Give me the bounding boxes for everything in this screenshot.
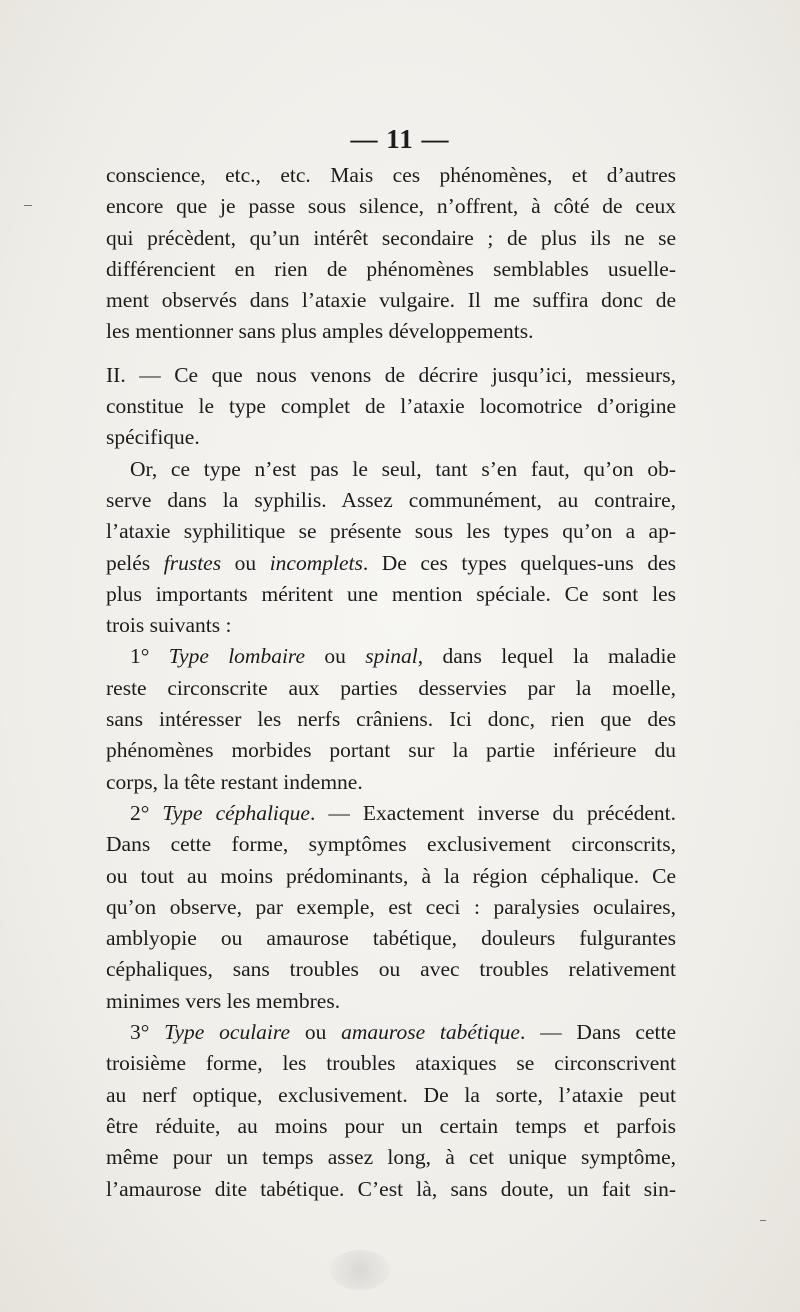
text-line: différencient en rien de phénomènes semblables usuelle-	[106, 256, 676, 281]
text-line: constitue le type complet de l’ataxie locomotrice d’origine	[106, 394, 676, 419]
text-line: conscience, etc., etc. Mais ces phénomènes, et d’autres	[106, 163, 676, 187]
text-line: l’amaurose dite tabétique. C’est là, sans doute, un fait sin-	[106, 1176, 676, 1201]
text-line: sans intéresser les nerfs crâniens. Ici donc, rien que des	[106, 707, 676, 732]
text-line: qui précèdent, qu’un intérêt secondaire ; de plus ils ne se	[106, 225, 676, 250]
text-line: trois suivants :	[106, 613, 232, 638]
text-line: reste circonscrite aux parties desservies par la moelle,	[106, 675, 676, 700]
page-number: — 11 —	[350, 124, 450, 154]
text-line: l’ataxie syphilitique se présente sous les types qu’on a ap-	[106, 519, 676, 544]
body-text	[106, 160, 676, 1205]
text-line: même pour un temps assez long, à cet unique symptôme,	[106, 1145, 676, 1170]
margin-mark	[24, 205, 32, 206]
text-line: minimes vers les membres.	[106, 988, 341, 1013]
text-line: 2° Type céphalique. — Exactement inverse du précédent.	[130, 800, 676, 825]
text-line: ment observés dans l’ataxie vulgaire. Il me suffira donc de	[106, 288, 676, 313]
text-line: 3° Type oculaire ou amaurose tabétique. — Dans cette	[130, 1020, 676, 1045]
text-line: troisième forme, les troubles ataxiques se circonscrivent	[106, 1051, 676, 1076]
text-line: pelés frustes ou incomplets. De ces types quelques-uns des	[106, 550, 676, 575]
text-line: être réduite, au moins pour un certain temps et parfois	[106, 1113, 676, 1138]
text-line: les mentionner sans plus amples développements.	[106, 319, 534, 344]
text-line: au nerf optique, exclusivement. De la sorte, l’ataxie peut	[106, 1082, 676, 1107]
text-line: Or, ce type n’est pas le seul, tant s’en faut, qu’on ob-	[130, 456, 676, 481]
text-line: encore que je passe sous silence, n’offrent, à côté de ceux	[106, 194, 676, 219]
paper-stain	[330, 1250, 390, 1290]
text-line: amblyopie ou amaurose tabétique, douleurs fulgurantes	[106, 926, 676, 951]
paragraph-gap	[106, 348, 676, 360]
text-line: Dans cette forme, symptômes exclusivement circonscrits,	[106, 832, 676, 857]
text-line: II. — Ce que nous venons de décrire jusqu’ici, messieurs,	[106, 362, 676, 387]
text-line: ou tout au moins prédominants, à la région céphalique. Ce	[106, 863, 676, 888]
text-line: céphaliques, sans troubles ou avec troubles relativement	[106, 957, 676, 982]
text-line: plus importants méritent une mention spéciale. Ce sont les	[106, 581, 676, 606]
text-line: phénomènes morbides portant sur la partie inférieure du	[106, 738, 676, 763]
text-line: serve dans la syphilis. Assez communément, au contraire,	[106, 487, 676, 512]
margin-mark	[760, 1220, 766, 1221]
text-line: spécifique.	[106, 425, 200, 450]
text-line: qu’on observe, par exemple, est ceci : paralysies oculaires,	[106, 894, 676, 919]
text-line: 1° Type lombaire ou spinal, dans lequel la maladie	[130, 644, 676, 669]
text-line: corps, la tête restant indemne.	[106, 769, 363, 794]
